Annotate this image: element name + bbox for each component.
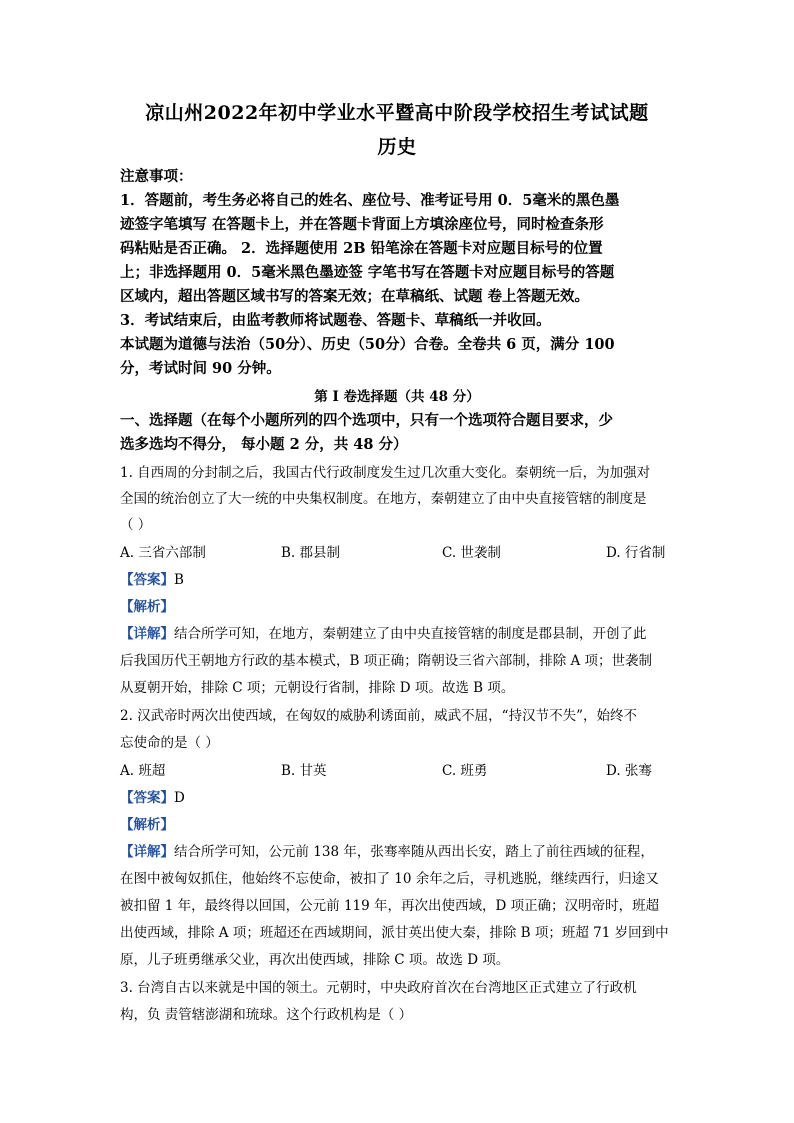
- notes-line: 分，考试时间 90 分钟。: [120, 360, 281, 377]
- notes-line: 本试题为道德与法治（50分）、历史（50分）合卷。全卷共 6 页，满分 100: [120, 336, 615, 353]
- question-2-stem: 忘使命的是（ ）: [120, 735, 219, 751]
- answer-label: 【答案】: [120, 572, 174, 588]
- question-1-stem: 全国的统治创立了大一统的中央集权制度。在地方，秦朝建立了由中央直接管辖的制度是: [120, 491, 647, 507]
- notes-line: 码粘贴是否正确。 2．选择题使用 2B 铅笔涂在答题卡对应题目标号的位置: [120, 240, 603, 257]
- question-1-stem: （ ）: [120, 517, 152, 533]
- question-2-detail: 在图中被匈奴抓住，他始终不忘使命，被扣了 10 余年之后，寻机逃脱，继续西行，归途又: [120, 871, 659, 887]
- detail-text: 结合所学可知，公元前 138 年，张骞率随从西出长安，踏上了前往西域的征程，: [174, 844, 654, 860]
- detail-label: 【详解】: [120, 626, 174, 642]
- analysis-label: 【解析】: [120, 817, 174, 833]
- option-a: A. 班超: [120, 763, 166, 779]
- section-instruction: 一、选择题（在每个小题所列的四个选项中，只有一个选项符合题目要求，少: [120, 412, 613, 429]
- question-2-detail: 被扣留 1 年，最终得以回国，公元前 119 年，再次出使西域，D 项正确；汉明帝时，班超: [120, 898, 660, 914]
- answer-value: B: [174, 572, 184, 588]
- question-1-answer: [120, 568, 184, 588]
- detail-text: 结合所学可知，在地方，秦朝建立了由中央直接管辖的制度是郡县制，开创了此: [174, 626, 647, 642]
- section-instruction: 选多选均不得分， 每小题 2 分，共 48 分）: [120, 436, 408, 453]
- question-3-stem: 构，负 责管辖澎湖和琉球。这个行政机构是（ ）: [120, 1007, 413, 1023]
- option-b: B. 甘英: [281, 763, 327, 779]
- answer-value: D: [174, 790, 185, 806]
- analysis-label: 【解析】: [120, 599, 174, 615]
- answer-label: 【答案】: [120, 790, 174, 806]
- question-2-detail: 原，儿子班勇继承父业，再次出使西域，排除 C 项。故选 D 项。: [120, 952, 510, 968]
- question-2-answer: [120, 786, 185, 806]
- question-1-stem: 1. 自西周的分封制之后，我国古代行政制度发生过几次重大变化。秦朝统一后，为加强对: [120, 465, 651, 481]
- exam-title: 凉山州2022年初中学业水平暨高中阶段学校招生考试试题: [145, 102, 649, 124]
- notes-line: 上；非选择题用 0．5毫米黑色墨迹签 字笔书写在答题卡对应题目标号的答题: [120, 264, 615, 281]
- question-1-analysis: [120, 595, 174, 615]
- notes-line: 3．考试结束后，由监考教师将试题卷、答题卡、草稿纸一并收回。: [120, 312, 551, 329]
- option-c: C. 世袭制: [442, 545, 501, 561]
- exam-subject: 历史: [377, 136, 417, 158]
- option-c: C. 班勇: [442, 763, 488, 779]
- option-d: D. 行省制: [606, 545, 666, 561]
- option-b: B. 郡县制: [281, 545, 341, 561]
- question-2-analysis: [120, 813, 174, 833]
- question-2-stem: 2. 汉武帝时两次出使西域，在匈奴的威胁利诱面前，威武不屈，“持汉节不失”，始终不: [120, 708, 637, 724]
- question-1-detail: [120, 622, 647, 642]
- section-title: 第 I 卷选择题（共 48 分）: [314, 389, 480, 405]
- notes-line: 迹签字笔填写 在答题卡上，并在答题卡背面上方填涂座位号，同时检查条形: [120, 216, 604, 233]
- notes-line: 1．答题前，考生务必将自己的姓名、座位号、准考证号用 0．5毫米的黑色墨: [120, 192, 620, 209]
- option-d: D. 张骞: [606, 763, 652, 779]
- notes-heading: 注意事项：: [120, 168, 193, 185]
- question-1-detail: 后我国历代王朝地方行政的基本模式，B 项正确；隋朝设三省六部制，排除 A 项；世袭制: [120, 653, 653, 669]
- question-1-detail: 从夏朝开始，排除 C 项；元朝设行省制，排除 D 项。故选 B 项。: [120, 680, 515, 696]
- notes-line: 区域内，超出答题区域书写的答案无效；在草稿纸、试题 卷上答题无效。: [120, 288, 590, 305]
- detail-label: 【详解】: [120, 844, 174, 860]
- question-3-stem: 3. 台湾自古以来就是中国的领土。元朝时，中央政府首次在台湾地区正式建立了行政机: [120, 980, 637, 996]
- question-2-detail: [120, 840, 654, 860]
- option-a: A. 三省六部制: [120, 545, 206, 561]
- question-2-detail: 出使西域，排除 A 项；班超还在西域期间，派甘英出使大秦，排除 B 项；班超 71 岁回到中: [120, 925, 669, 941]
